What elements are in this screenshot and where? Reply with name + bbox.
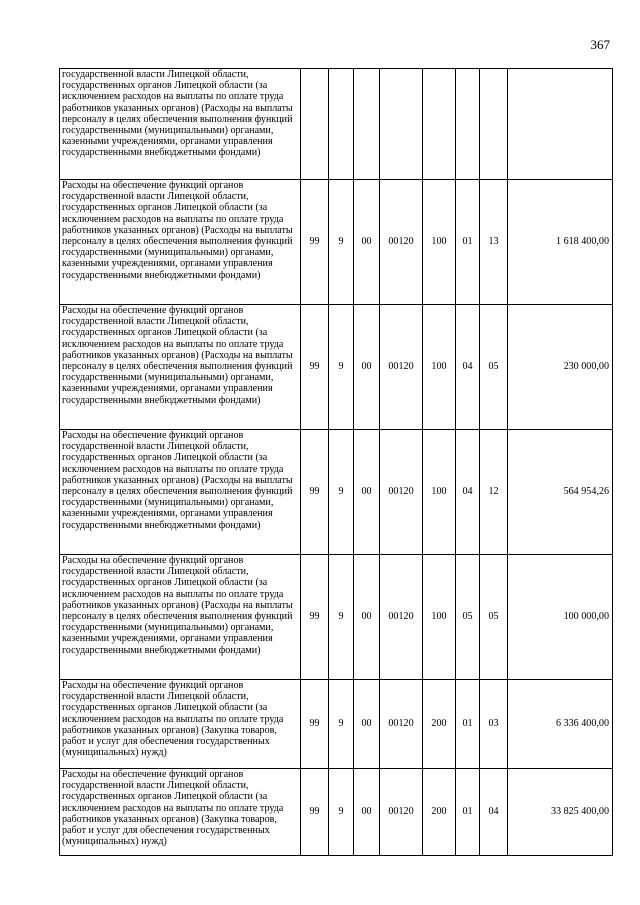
- direction-code: [380, 69, 423, 180]
- program-code: 99: [301, 180, 329, 305]
- budget-table: [59, 68, 613, 856]
- section-code: 01: [456, 180, 480, 305]
- main-activity-code: [354, 69, 380, 180]
- program-code: [301, 69, 329, 180]
- expense-type-code: 100: [423, 430, 456, 555]
- amount-cell: 33 825 400,00: [508, 769, 613, 856]
- expense-type-code: 200: [423, 680, 456, 769]
- subprogram-code: 9: [329, 430, 354, 555]
- program-code: 99: [301, 769, 329, 856]
- subprogram-code: [329, 69, 354, 180]
- table-row: [60, 180, 613, 305]
- main-activity-code: 00: [354, 305, 380, 430]
- amount-cell: 6 336 400,00: [508, 680, 613, 769]
- section-code: 04: [456, 430, 480, 555]
- amount-cell: 1 618 400,00: [508, 180, 613, 305]
- subprogram-code: 9: [329, 769, 354, 856]
- row-description: Расходы на обеспечение функций органов государственной власти Липецкой области, государственных органов Липецкой области (за исключением расходов на выплаты по оплате труда работников указанных органов) (Закупка товаров, работ и услуг для обеспечения государственных (муниципальных) нужд): [60, 769, 301, 856]
- direction-code: 00120: [380, 680, 423, 769]
- amount-cell: 564 954,26: [508, 430, 613, 555]
- table-row: [60, 430, 613, 555]
- subsection-code: 12: [480, 430, 508, 555]
- subsection-code: 13: [480, 180, 508, 305]
- expense-type-code: 200: [423, 769, 456, 856]
- subsection-code: 03: [480, 680, 508, 769]
- program-code: 99: [301, 680, 329, 769]
- page-number: 367: [590, 37, 610, 52]
- amount-cell: 100 000,00: [508, 555, 613, 680]
- row-description: Расходы на обеспечение функций органов государственной власти Липецкой области, государственных органов Липецкой области (за исключением расходов на выплаты по оплате труда работников указанных органов) (Расходы на выплаты персоналу в целях обеспечения выполнения функций государственными (муниципальными) органами, казенными учреждениями, органами управления государственными внебюджетными фондами): [60, 555, 301, 680]
- table-row: [60, 69, 613, 180]
- table-row: [60, 769, 613, 856]
- program-code: 99: [301, 305, 329, 430]
- table-row: [60, 305, 613, 430]
- table-row: [60, 555, 613, 680]
- subprogram-code: 9: [329, 305, 354, 430]
- section-code: [456, 69, 480, 180]
- subsection-code: 05: [480, 305, 508, 430]
- row-description: Расходы на обеспечение функций органов государственной власти Липецкой области, государственных органов Липецкой области (за исключением расходов на выплаты по оплате труда работников указанных органов) (Расходы на выплаты персоналу в целях обеспечения выполнения функций государственными (муниципальными) органами, казенными учреждениями, органами управления государственными внебюджетными фондами): [60, 430, 301, 555]
- expense-type-code: 100: [423, 555, 456, 680]
- main-activity-code: 00: [354, 180, 380, 305]
- main-activity-code: 00: [354, 680, 380, 769]
- subprogram-code: 9: [329, 180, 354, 305]
- main-activity-code: 00: [354, 769, 380, 856]
- section-code: 04: [456, 305, 480, 430]
- program-code: 99: [301, 430, 329, 555]
- direction-code: 00120: [380, 430, 423, 555]
- expense-type-code: 100: [423, 180, 456, 305]
- subsection-code: [480, 69, 508, 180]
- subprogram-code: 9: [329, 555, 354, 680]
- expense-type-code: 100: [423, 305, 456, 430]
- table-row: [60, 680, 613, 769]
- direction-code: 00120: [380, 305, 423, 430]
- row-description: Расходы на обеспечение функций органов государственной власти Липецкой области, государственных органов Липецкой области (за исключением расходов на выплаты по оплате труда работников указанных органов) (Закупка товаров, работ и услуг для обеспечения государственных (муниципальных) нужд): [60, 680, 301, 769]
- subsection-code: 04: [480, 769, 508, 856]
- section-code: 01: [456, 769, 480, 856]
- program-code: 99: [301, 555, 329, 680]
- main-activity-code: 00: [354, 555, 380, 680]
- subsection-code: 05: [480, 555, 508, 680]
- amount-cell: [508, 69, 613, 180]
- subprogram-code: 9: [329, 680, 354, 769]
- row-description: Расходы на обеспечение функций органов государственной власти Липецкой области, государственных органов Липецкой области (за исключением расходов на выплаты по оплате труда работников указанных органов) (Расходы на выплаты персоналу в целях обеспечения выполнения функций государственными (муниципальными) органами, казенными учреждениями, органами управления государственными внебюджетными фондами): [60, 180, 301, 305]
- row-description: Расходы на обеспечение функций органов государственной власти Липецкой области, государственных органов Липецкой области (за исключением расходов на выплаты по оплате труда работников указанных органов) (Расходы на выплаты персоналу в целях обеспечения выполнения функций государственными (муниципальными) органами, казенными учреждениями, органами управления государственными внебюджетными фондами): [60, 305, 301, 430]
- amount-cell: 230 000,00: [508, 305, 613, 430]
- section-code: 05: [456, 555, 480, 680]
- section-code: 01: [456, 680, 480, 769]
- direction-code: 00120: [380, 769, 423, 856]
- expense-type-code: [423, 69, 456, 180]
- main-activity-code: 00: [354, 430, 380, 555]
- direction-code: 00120: [380, 180, 423, 305]
- row-description: государственной власти Липецкой области, государственных органов Липецкой области (за исключением расходов на выплаты по оплате труда работников указанных органов) (Расходы на выплаты персоналу в целях обеспечения выполнения функций государственными (муниципальными) органами, казенными учреждениями, органами управления государственными внебюджетными фондами): [60, 69, 301, 180]
- direction-code: 00120: [380, 555, 423, 680]
